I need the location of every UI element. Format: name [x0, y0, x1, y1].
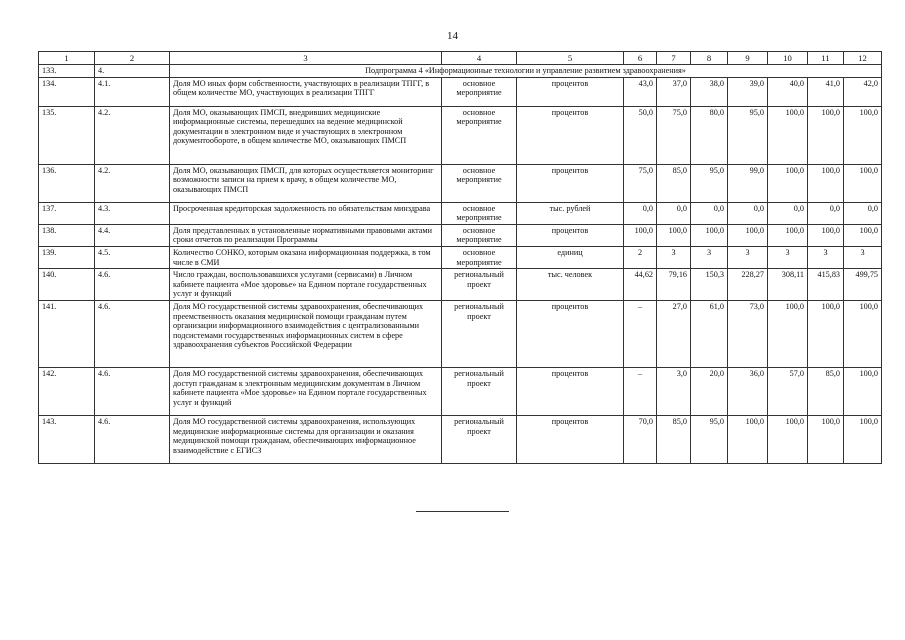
value-col-12: 100,0 — [844, 300, 882, 367]
measure-type: основное мероприятие — [442, 164, 517, 202]
value-col-9: 0,0 — [728, 202, 768, 224]
value-col-7: 79,16 — [657, 269, 691, 301]
header-row — [39, 52, 882, 65]
value-col-7: 0,0 — [657, 202, 691, 224]
value-col-11: 100,0 — [808, 224, 844, 246]
row-number: 138. — [39, 224, 95, 246]
value-col-7: 85,0 — [657, 415, 691, 463]
value-col-6: 100,0 — [624, 224, 657, 246]
row-number: 142. — [39, 367, 95, 415]
value-col-8: 100,0 — [691, 224, 728, 246]
table-row — [39, 367, 882, 415]
value-col-8: 0,0 — [691, 202, 728, 224]
indicator-description: Доля представленных в установленные нормативными правовыми актами сроки отчетов по реализации Программы — [170, 224, 442, 246]
table-row — [39, 224, 882, 246]
value-col-6: 2 — [624, 246, 657, 268]
column-header-5: 5 — [517, 52, 624, 65]
row-number: 143. — [39, 415, 95, 463]
value-col-7: 27,0 — [657, 300, 691, 367]
subprogram-title: Подпрограмма 4 «Информационные технологии и управление развитием здравоохранения» — [170, 65, 882, 78]
row-number: 133. — [39, 65, 95, 78]
unit-of-measure: тыс. человек — [517, 269, 624, 301]
column-header-8: 8 — [691, 52, 728, 65]
measure-type: основное мероприятие — [442, 106, 517, 164]
value-col-12: 100,0 — [844, 164, 882, 202]
column-header-1: 1 — [39, 52, 95, 65]
table-header — [39, 52, 882, 65]
value-col-9: 100,0 — [728, 415, 768, 463]
value-col-11: 100,0 — [808, 300, 844, 367]
row-code: 4.4. — [95, 224, 170, 246]
value-col-8: 95,0 — [691, 415, 728, 463]
row-number: 139. — [39, 246, 95, 268]
table-row — [39, 300, 882, 367]
value-col-6: – — [624, 367, 657, 415]
value-col-8: 95,0 — [691, 164, 728, 202]
value-col-10: 40,0 — [768, 77, 808, 106]
column-header-3: 3 — [170, 52, 442, 65]
value-col-12: 100,0 — [844, 367, 882, 415]
row-code: 4.3. — [95, 202, 170, 224]
value-col-12: 100,0 — [844, 106, 882, 164]
row-number: 141. — [39, 300, 95, 367]
column-header-10: 10 — [768, 52, 808, 65]
table-row — [39, 77, 882, 106]
value-col-9: 99,0 — [728, 164, 768, 202]
value-col-10: 100,0 — [768, 106, 808, 164]
indicator-description: Доля МО государственной системы здравоохранения, использующих медицинские информационные системы для организации и оказания медицинской помощи гражданам, обеспечивающих информационное взаимодействие с ЕГИСЗ — [170, 415, 442, 463]
row-code: 4.2. — [95, 106, 170, 164]
row-number: 137. — [39, 202, 95, 224]
indicators-table — [38, 51, 882, 464]
indicator-description: Доля МО государственной системы здравоохранения, обеспечивающих преемственность оказания медицинской помощи гражданам путем организации информационного взаимодействия с централизованными подсистемами государственных информационных систем в сфере здравоохранения субъектов Российской Федерации — [170, 300, 442, 367]
value-col-10: 100,0 — [768, 300, 808, 367]
value-col-12: 42,0 — [844, 77, 882, 106]
measure-type: региональный проект — [442, 415, 517, 463]
value-col-10: 100,0 — [768, 415, 808, 463]
value-col-10: 3 — [768, 246, 808, 268]
indicator-description: Доля МО, оказывающих ПМСП, внедривших медицинские информационные системы, перешедших на ведение медицинской документации в электронном виде и участвующих в электронном документообороте, в общем количестве МО, оказывающих ПМСП — [170, 106, 442, 164]
row-code: 4.6. — [95, 367, 170, 415]
value-col-6: 70,0 — [624, 415, 657, 463]
value-col-8: 38,0 — [691, 77, 728, 106]
value-col-9: 100,0 — [728, 224, 768, 246]
value-col-6: 43,0 — [624, 77, 657, 106]
value-col-9: 3 — [728, 246, 768, 268]
value-col-11: 3 — [808, 246, 844, 268]
value-col-6: 75,0 — [624, 164, 657, 202]
closing-divider-line — [416, 511, 509, 512]
unit-of-measure: процентов — [517, 415, 624, 463]
row-number: 136. — [39, 164, 95, 202]
value-col-8: 80,0 — [691, 106, 728, 164]
value-col-12: 100,0 — [844, 224, 882, 246]
value-col-9: 95,0 — [728, 106, 768, 164]
value-col-8: 20,0 — [691, 367, 728, 415]
value-col-10: 100,0 — [768, 164, 808, 202]
measure-type: основное мероприятие — [442, 246, 517, 268]
value-col-7: 3,0 — [657, 367, 691, 415]
row-code: 4.2. — [95, 164, 170, 202]
column-header-11: 11 — [808, 52, 844, 65]
indicator-description: Доля МО государственной системы здравоохранения, обеспечивающих доступ гражданам к электронным медицинским документам в Личном кабинете пациента «Мое здоровье» на Едином портале государственных услуг и функций — [170, 367, 442, 415]
value-col-11: 100,0 — [808, 106, 844, 164]
unit-of-measure: процентов — [517, 224, 624, 246]
column-header-9: 9 — [728, 52, 768, 65]
value-col-12: 100,0 — [844, 415, 882, 463]
indicator-description: Доля МО, оказывающих ПМСП, для которых осуществляется мониторинг возможности записи на прием к врачу, в общем количестве МО, оказывающих ПМСП — [170, 164, 442, 202]
row-code: 4.6. — [95, 415, 170, 463]
table-row — [39, 269, 882, 301]
row-number: 134. — [39, 77, 95, 106]
value-col-7: 37,0 — [657, 77, 691, 106]
value-col-7: 75,0 — [657, 106, 691, 164]
value-col-11: 85,0 — [808, 367, 844, 415]
value-col-8: 150,3 — [691, 269, 728, 301]
measure-type: основное мероприятие — [442, 202, 517, 224]
value-col-10: 100,0 — [768, 224, 808, 246]
row-number: 140. — [39, 269, 95, 301]
value-col-10: 0,0 — [768, 202, 808, 224]
value-col-11: 0,0 — [808, 202, 844, 224]
table-row — [39, 415, 882, 463]
row-code: 4.6. — [95, 269, 170, 301]
table-row — [39, 202, 882, 224]
value-col-9: 36,0 — [728, 367, 768, 415]
value-col-7: 100,0 — [657, 224, 691, 246]
measure-type: региональный проект — [442, 269, 517, 301]
table-row — [39, 246, 882, 268]
indicator-description: Просроченная кредиторская задолженность по обязательствам минздрава — [170, 202, 442, 224]
row-code: 4.6. — [95, 300, 170, 367]
page-number: 14 — [447, 30, 458, 42]
column-header-2: 2 — [95, 52, 170, 65]
row-code: 4.1. — [95, 77, 170, 106]
value-col-6: 50,0 — [624, 106, 657, 164]
column-header-12: 12 — [844, 52, 882, 65]
table-row — [39, 106, 882, 164]
value-col-6: 0,0 — [624, 202, 657, 224]
unit-of-measure: процентов — [517, 300, 624, 367]
unit-of-measure: процентов — [517, 106, 624, 164]
row-code: 4.5. — [95, 246, 170, 268]
unit-of-measure: процентов — [517, 77, 624, 106]
indicator-description: Количество СОНКО, которым оказана информационная поддержка, в том числе в СМИ — [170, 246, 442, 268]
value-col-11: 41,0 — [808, 77, 844, 106]
table-row — [39, 164, 882, 202]
column-header-6: 6 — [624, 52, 657, 65]
measure-type: основное мероприятие — [442, 77, 517, 106]
value-col-9: 73,0 — [728, 300, 768, 367]
value-col-11: 100,0 — [808, 164, 844, 202]
measure-type: основное мероприятие — [442, 224, 517, 246]
table-body — [39, 65, 882, 464]
column-header-4: 4 — [442, 52, 517, 65]
value-col-12: 499,75 — [844, 269, 882, 301]
value-col-11: 415,83 — [808, 269, 844, 301]
unit-of-measure: единиц — [517, 246, 624, 268]
subprogram-row — [39, 65, 882, 78]
unit-of-measure: процентов — [517, 367, 624, 415]
column-header-7: 7 — [657, 52, 691, 65]
row-code: 4. — [95, 65, 170, 78]
value-col-7: 3 — [657, 246, 691, 268]
value-col-12: 0,0 — [844, 202, 882, 224]
unit-of-measure: процентов — [517, 164, 624, 202]
row-number: 135. — [39, 106, 95, 164]
indicator-description: Число граждан, воспользовавшихся услугами (сервисами) в Личном кабинете пациента «Мое здоровье» на Едином портале государственных услуг и функций — [170, 269, 442, 301]
measure-type: региональный проект — [442, 300, 517, 367]
value-col-6: 44,62 — [624, 269, 657, 301]
unit-of-measure: тыс. рублей — [517, 202, 624, 224]
indicator-description: Доля МО иных форм собственности, участвующих в реализации ТПГГ, в общем количестве МО, участвующих в реализации ТПГГ — [170, 77, 442, 106]
value-col-6: – — [624, 300, 657, 367]
value-col-8: 61,0 — [691, 300, 728, 367]
value-col-9: 39,0 — [728, 77, 768, 106]
value-col-12: 3 — [844, 246, 882, 268]
value-col-11: 100,0 — [808, 415, 844, 463]
value-col-8: 3 — [691, 246, 728, 268]
value-col-9: 228,27 — [728, 269, 768, 301]
value-col-10: 57,0 — [768, 367, 808, 415]
value-col-7: 85,0 — [657, 164, 691, 202]
measure-type: региональный проект — [442, 367, 517, 415]
value-col-10: 308,11 — [768, 269, 808, 301]
